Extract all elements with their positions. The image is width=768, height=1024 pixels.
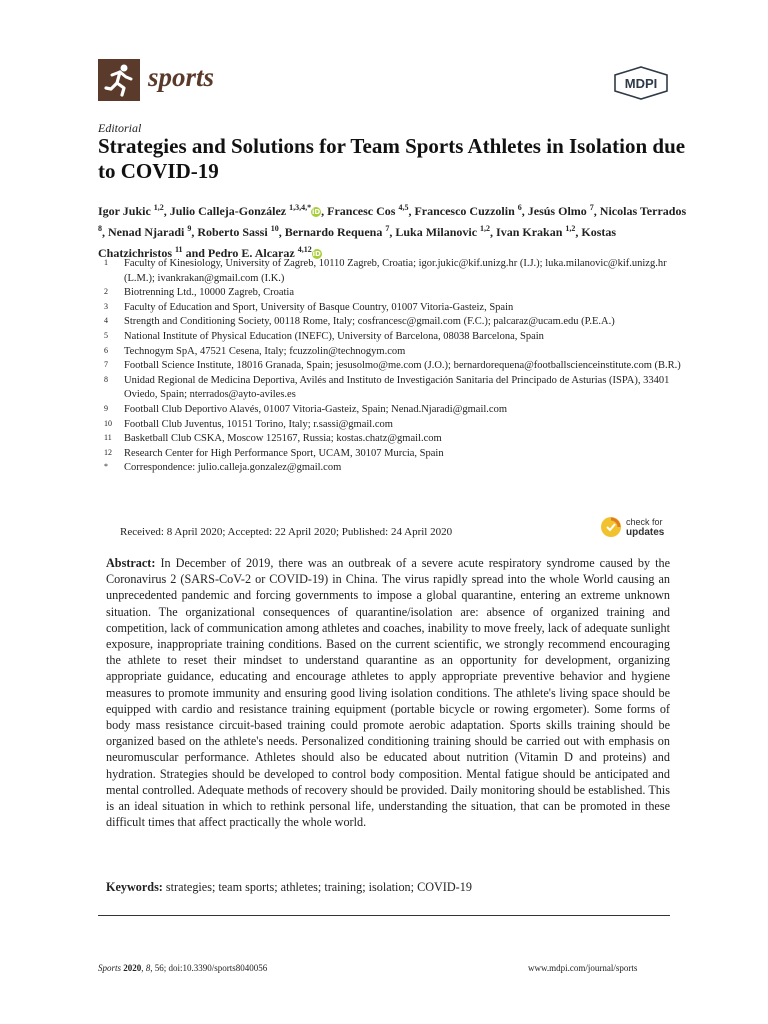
affiliation-number: 6	[104, 345, 108, 355]
affiliation-item	[104, 286, 684, 301]
affiliation-text: National Institute of Physical Education (INEFC), University of Barcelona, 08038 Barcelona, Spain	[124, 330, 544, 342]
footer-journal: Sports	[98, 963, 122, 973]
affiliation-number: 1	[104, 258, 108, 267]
check-for-updates-line2: updates	[626, 526, 665, 538]
author-name: Jesús Olmo	[527, 204, 590, 218]
orcid-icon[interactable]: iD	[312, 208, 321, 217]
author-affiliation-marker: 4,12	[297, 245, 312, 254]
orcid-icon[interactable]: iD	[312, 250, 321, 259]
author-name: Julio Calleja-González	[169, 204, 290, 218]
check-for-updates-line1: check for	[626, 516, 663, 527]
affiliation-number: 12	[104, 447, 112, 457]
article-title: Strategies and Solutions for Team Sports Athletes in Isolation due to COVID-19	[98, 134, 686, 183]
abstract-text: In December of 2019, there was an outbreak of a severe acute respiratory syndrome caused by the Coronavirus 2 (SARS-CoV-2 or COVID-19) in China. The virus rapidly spread into the whole World causing an unprecedented pandemic and forcing governments to impose a global quarantine, entering an extreme unknown situation. The organizational consequences of quarantine/isolation are: absence of organized training and competition, lack of communication among athletes and coaches, inability to move freely, lack of adequate sunlight exposure, inappropriate training conditions. Based on the current scientific, we strongly recommend encouraging the athlete to reset their mindset to understand quarantine as an opportunity for development, organizing appropriate guidance, educating and encourage athletes to apply appropriate preventive behavior and hygiene measures to promote immunity and ensuring good living isolation conditions. The athlete's living space should be equipped with cardio and resistance training equipment (portable bicycle or rowing ergometer). Some forms of body mass resistance circuit-based training could promote aerobic adaptation. Sports skills training should be organized based on the athlete's needs. Personalized conditioning training should be carried out with emphasis on neuromuscular performance. Athletes should also be educated about nutrition (Vitamin D and proteins) and hydration. Strategies should be developed to control body composition. Mental fatigue should be anticipated and mental controlled. Adequate methods of recovery should be provided. Daily monitoring should be established. This is an ideal situation in which to rethink personal life, understanding the situation, that can be promoted in these difficult times that affect practically the whole world.	[106, 556, 670, 830]
footer-volume: 8	[145, 963, 151, 973]
affiliation-number: 8	[104, 374, 108, 384]
author-name: Nenad Njaradi	[108, 225, 188, 239]
abstract-label: Abstract:	[106, 556, 156, 570]
affiliation-text: Biotrenning Ltd., 10000 Zagreb, Croatia	[124, 287, 295, 299]
affiliation-text: Correspondence: julio.calleja.gonzalez@gmail.com	[124, 462, 342, 474]
author-list: Igor Jukic $^{1,2}$, Julio Calleja-González $^{1,3,4,*}$iD, Francesc Cos $^{4,5}$, Francesco Cuzzolin $^6$, Jesús Olmo $^7$, Nicolas Terrados $^8$, Nenad Njaradi $^9$, Roberto Sassi $^{10}$, Bernardo Requena $^7$, Luka Milanovic $^{1,2}$, Ivan Krakan $^{1,2}$, Kostas Chatzichristos $^{11}$ and Pedro E. Alcaraz $^{4,12}$iD	[98, 203, 687, 260]
author-affiliation-marker: 8	[98, 224, 102, 233]
journal-logo	[98, 59, 140, 101]
affiliation-text: Unidad Regional de Medicina Deportiva, Avilés and Instituto de Investigación Sanitaria del Principado de Asturias (ISPA), 33401 Oviedo, Spain; nterrados@ayto-aviles.es	[124, 374, 670, 401]
mdpi-logo	[613, 66, 669, 100]
author-name: Ivan Krakan	[496, 225, 566, 239]
affiliation-number: 10	[104, 418, 112, 428]
keywords-text: strategies; team sports; athletes; training; isolation; COVID-19	[165, 880, 472, 894]
author-name: Nicolas Terrados	[599, 204, 687, 218]
affiliation-number: 3	[104, 301, 108, 311]
affiliation-number: 2	[104, 287, 108, 297]
affiliation-text: Football Science Institute, 18016 Granada, Spain; jesusolmo@me.com (J.O.); bernardorequena@footballscienceinstitute.com (B.R.)	[124, 360, 681, 372]
divider	[98, 915, 670, 916]
author-affiliation-marker: 1,3,4,*	[289, 203, 312, 212]
affiliation-item	[104, 432, 684, 447]
affiliation-item	[104, 447, 684, 462]
author-name: Francesco Cuzzolin	[414, 204, 518, 218]
author-affiliation-marker: 1,2	[480, 224, 491, 233]
affiliation-text: Strength and Conditioning Society, 00118 Rome, Italy; cosfrancesc@gmail.com (F.C.); palcaraz@ucam.edu (P.E.A.)	[124, 316, 615, 328]
affiliation-item	[104, 345, 684, 360]
check-for-updates-badge[interactable]	[600, 516, 664, 538]
author-affiliation-marker: 10	[270, 224, 279, 233]
author-affiliation-marker: 11	[175, 245, 183, 254]
author-name: Francesc Cos	[327, 204, 399, 218]
affiliations	[104, 257, 684, 476]
affiliation-item	[104, 403, 684, 418]
affiliation-text: Faculty of Education and Sport, University of Basque Country, 01007 Vitoria-Gasteiz, Spain	[124, 301, 514, 313]
affiliation-item	[104, 418, 684, 433]
affiliation-item	[104, 301, 684, 316]
check-for-updates-icon	[600, 516, 622, 538]
affiliation-number: 4	[104, 316, 108, 326]
affiliation-item	[104, 461, 684, 476]
affiliation-number: 5	[104, 330, 108, 340]
author-name: Bernardo Requena	[284, 225, 386, 239]
author-name: Kostas Chatzichristos	[98, 225, 617, 260]
affiliation-number: *	[104, 462, 108, 472]
abstract	[106, 555, 670, 830]
author-name: Pedro E. Alcaraz	[207, 246, 298, 260]
author-name: Roberto Sassi	[197, 225, 271, 239]
author-affiliation-marker: 1,2	[565, 224, 576, 233]
affiliation-item	[104, 330, 684, 345]
affiliation-text: Research Center for High Performance Sport, UCAM, 30107 Murcia, Spain	[124, 447, 444, 459]
author-affiliation-marker: 7	[385, 224, 390, 233]
journal-name: sports	[148, 62, 215, 92]
keywords-label: Keywords:	[106, 880, 163, 894]
author-affiliation-marker: 7	[589, 203, 594, 212]
keywords	[106, 880, 670, 895]
author-name: Luka Milanovic	[395, 225, 481, 239]
citation-footer: Sports 2020, 8, 56; doi:10.3390/sports8040056	[98, 963, 268, 973]
affiliation-text: Faculty of Kinesiology, University of Zagreb, 10110 Zagreb, Croatia; igor.jukic@kif.unizg.hr (I.J.); luka.milanovic@kif.unizg.hr (L.M.); ivankrakan@gmail.com (I.K.)	[124, 258, 667, 284]
footer-doi: , 56; doi:10.3390/sports8040056	[150, 963, 268, 973]
footer-year: 2020	[123, 963, 142, 973]
publication-dates: Received: 8 April 2020; Accepted: 22 April 2020; Published: 24 April 2020	[120, 526, 453, 538]
article-type: Editorial	[98, 121, 142, 135]
author-name: Igor Jukic	[98, 204, 154, 218]
affiliation-number: 9	[104, 403, 108, 413]
author-affiliation-marker: 6	[517, 203, 522, 212]
author-affiliation-marker: 1,2	[153, 203, 164, 212]
affiliation-item	[104, 374, 684, 403]
journal-url[interactable]: www.mdpi.com/journal/sports	[528, 963, 638, 973]
affiliation-text: Basketball Club CSKA, Moscow 125167, Russia; kostas.chatz@gmail.com	[124, 433, 442, 445]
author-affiliation-marker: 9	[187, 224, 192, 233]
affiliation-number: 7	[104, 360, 108, 370]
affiliation-item	[104, 315, 684, 330]
affiliation-number: 11	[104, 433, 112, 443]
affiliation-text: Football Club Juventus, 10151 Torino, Italy; r.sassi@gmail.com	[124, 418, 393, 430]
affiliation-item	[104, 257, 684, 286]
affiliation-text: Technogym SpA, 47521 Cesena, Italy; fcuzzolin@technogym.com	[124, 345, 406, 357]
runner-icon	[98, 59, 140, 101]
mdpi-logo-text: MDPI	[624, 76, 658, 91]
author-affiliation-marker: 4,5	[398, 203, 409, 212]
affiliation-text: Football Club Deportivo Alavés, 01007 Vitoria-Gasteiz, Spain; Nenad.Njaradi@gmail.com	[124, 403, 507, 415]
affiliation-item	[104, 359, 684, 374]
